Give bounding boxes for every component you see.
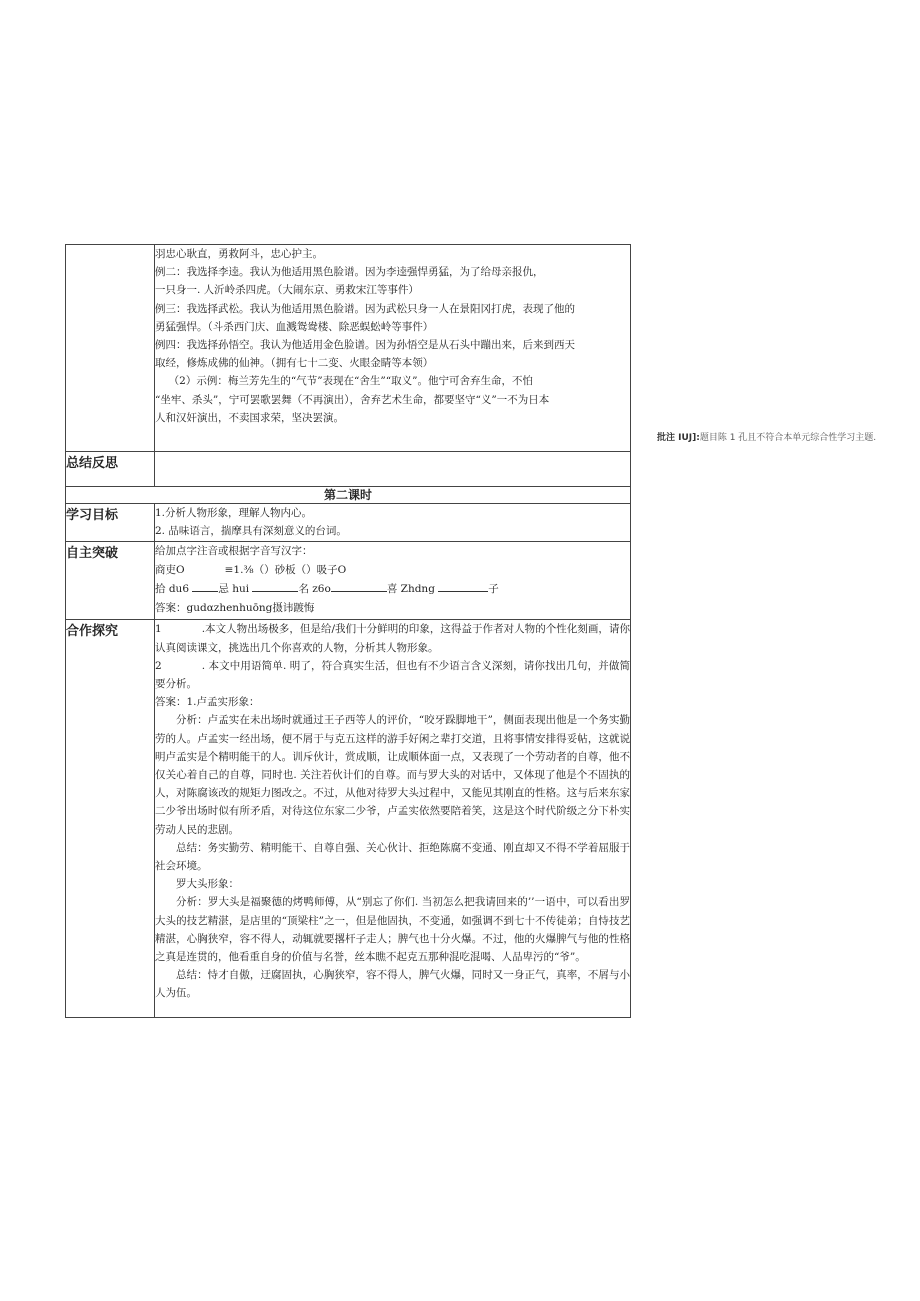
goals-row — [66, 504, 631, 542]
self-study-content — [155, 542, 631, 620]
question-1 — [155, 620, 630, 656]
section-title: 第二课时 — [66, 487, 631, 504]
summary-paragraph: 总结：务实勤劳、精明能干、自尊自强、关心伙计、拒绝陈腐不变通、刚直却又不得不学着屈服于社会环境。 — [155, 841, 630, 873]
self-study-label: 自主突破 — [66, 542, 155, 620]
question-2 — [155, 657, 630, 693]
section-row — [66, 487, 631, 504]
goal-item: 2. 品味语言，揣摩具有深刻意义的台词。 — [155, 525, 347, 538]
analysis-paragraph: 分析：卢孟实在未出场时就通过王子西等人的评价，“咬牙跺脚地干”，侧面表现出他是一个务实勤劳的人。卢孟实一经出场，便不屑于与克五这样的游手好闲之辈打交道，且将事情安排得妥帖，这就说明卢孟实是个精明能干的人。训斥伙计，赏成顺，让成顺体面一点，又表现了一个劳动者的自尊，他不仅关心着自己的自尊，同时也. 关注若伙计们的自尊。而与罗大头的对话中，又体现了他是个不固执的人，对陈腐该改的规矩力图改之。不过，从他对待罗大头过程中，又能见其刚直的性格。这与后来东家二少爷出场时似有所矛盾，对待这位东家二少爷，卢孟实依然要陪着笑，这是这个时代阶级之分下朴实劳动人民的悲剧。 — [155, 714, 630, 836]
example-line: “坐牢、杀头”，宁可罢歌罢舞（不再演出），舍弃艺术生命，都要坚守“义”一不为日本 — [155, 393, 550, 406]
summary-content — [155, 452, 631, 487]
self-intro: 给加点字注音或根据字音写汉字： — [155, 545, 313, 558]
question-number: 1 — [155, 623, 162, 636]
answer-title: 答案：1.卢孟实形象： — [155, 696, 260, 709]
blank-line — [438, 581, 488, 592]
example-line: 勇猛强悍。（斗杀西门庆、血溅鸳鸯楼、除恶蜈蚣岭等事件） — [155, 320, 434, 333]
blank-line — [331, 581, 387, 592]
example-row — [66, 245, 631, 452]
character-heading: 罗大头形象： — [176, 878, 239, 891]
pinyin-item: 忌 hui — [218, 583, 250, 596]
self-study-row — [66, 542, 631, 620]
pinyin-item: 喜 Zhdng — [386, 583, 435, 596]
example-line: 例二：我选择李逵。我认为他适用黑色脸谱。因为李逵强悍勇猛，为了给母亲报仇， — [155, 266, 544, 279]
cooperation-row — [66, 620, 631, 1017]
goals-content — [155, 504, 631, 542]
question-text: .本文人物出场极多，但是给/我们十分鲜明的印象，这得益于作者对人物的个性化刻画，请你认真阅读课文，挑选出几个你喜欢的人物，分析其人物形象。 — [155, 623, 630, 654]
comment-text: 题目陈 1 孔且不符合本单元综合性学习主题. — [699, 433, 877, 443]
example-line: 人和汉奸演出，不卖国求荣，坚决罢演。 — [155, 411, 344, 424]
pinyin-item: 子 — [488, 583, 499, 596]
example-line: 例四：我选择孙悟空。我认为他适用金色脸谱。因为孙悟空是从石头中蹦出来，后来到西天 — [155, 339, 575, 352]
cooperation-content — [155, 620, 631, 1017]
example-line: 一只身一. 人沂岭杀四虎。（大闹东京、勇救宋江等事件） — [155, 284, 419, 297]
summary-row — [66, 452, 631, 487]
pinyin-item: 名 z6o — [298, 583, 331, 596]
example-line: （2）示例：梅兰芳先生的“气节”表现在“舍生”“取义”。他宁可舍弃生命，不怕 — [168, 375, 534, 388]
goals-label: 学习目标 — [66, 504, 155, 542]
self-answer: 答案：gudαzhenhuōng摄讳踱悔 — [155, 602, 315, 615]
example-line: 例三：我选择武松。我认为他适用黑色脸谱。因为武松只身一人在景阳冈打虎，表现了他的 — [155, 302, 575, 315]
goal-item: 1.分析人物形象，理解人物内心。 — [155, 507, 313, 519]
empty-label-cell — [66, 245, 155, 452]
example-content — [155, 245, 631, 452]
question-text: . 本文中用语简单. 明了，符合真实生活，但也有不少语言含义深刻，请你找出几句，并做简要分析。 — [155, 659, 630, 691]
blank-line — [252, 581, 298, 592]
comment-prefix: 批注 IUJ]: — [657, 433, 700, 443]
summary-label: 总结反思 — [66, 452, 155, 487]
margin-comment — [657, 430, 876, 443]
blank-line — [192, 581, 218, 592]
cooperation-label: 合作探究 — [66, 620, 155, 1017]
pinyin-line-2 — [155, 580, 630, 599]
example-line: 羽忠心耿直，勇救阿斗，忠心护主。 — [155, 248, 323, 260]
pinyin-line-1 — [155, 561, 630, 580]
pinyin-item: ≡1.⅜（）砂板（）吸子O — [224, 564, 347, 577]
analysis-paragraph: 分析：罗大头是福聚德的烤鸭师傅，从“别忘了你们. 当初怎么把我请回来的’’一语中，可以看出罗大头的技艺精湛，是店里的“顶梁柱”之一，但是他固执，不变通，如强调不到七十不传徒弟；自恃技艺精湛，心胸狭窄，容不得人，动辄就要撂杆子走人；脾气也十分火爆。不过，他的火爆脾气与他的性格之真是连贯的，他看重自身的价值与名誉，丝本瞧不起克五那种混吃混喝、人品卑污的“爷”。 — [155, 896, 630, 964]
pinyin-item: 商吏O — [155, 564, 185, 577]
example-line: 取经，修炼成佛的仙神。（拥有七十二变、火眼金睛等本领） — [155, 357, 434, 370]
summary-paragraph: 总结：恃才自傲，迂腐固执，心胸狭窄，容不得人，脾气火爆，同时又一身正气，真率，不屑与小人为伍。 — [155, 969, 630, 1000]
lesson-table — [65, 244, 631, 1018]
pinyin-item: 拾 du6 — [155, 583, 190, 596]
question-number: 2 — [155, 659, 162, 672]
